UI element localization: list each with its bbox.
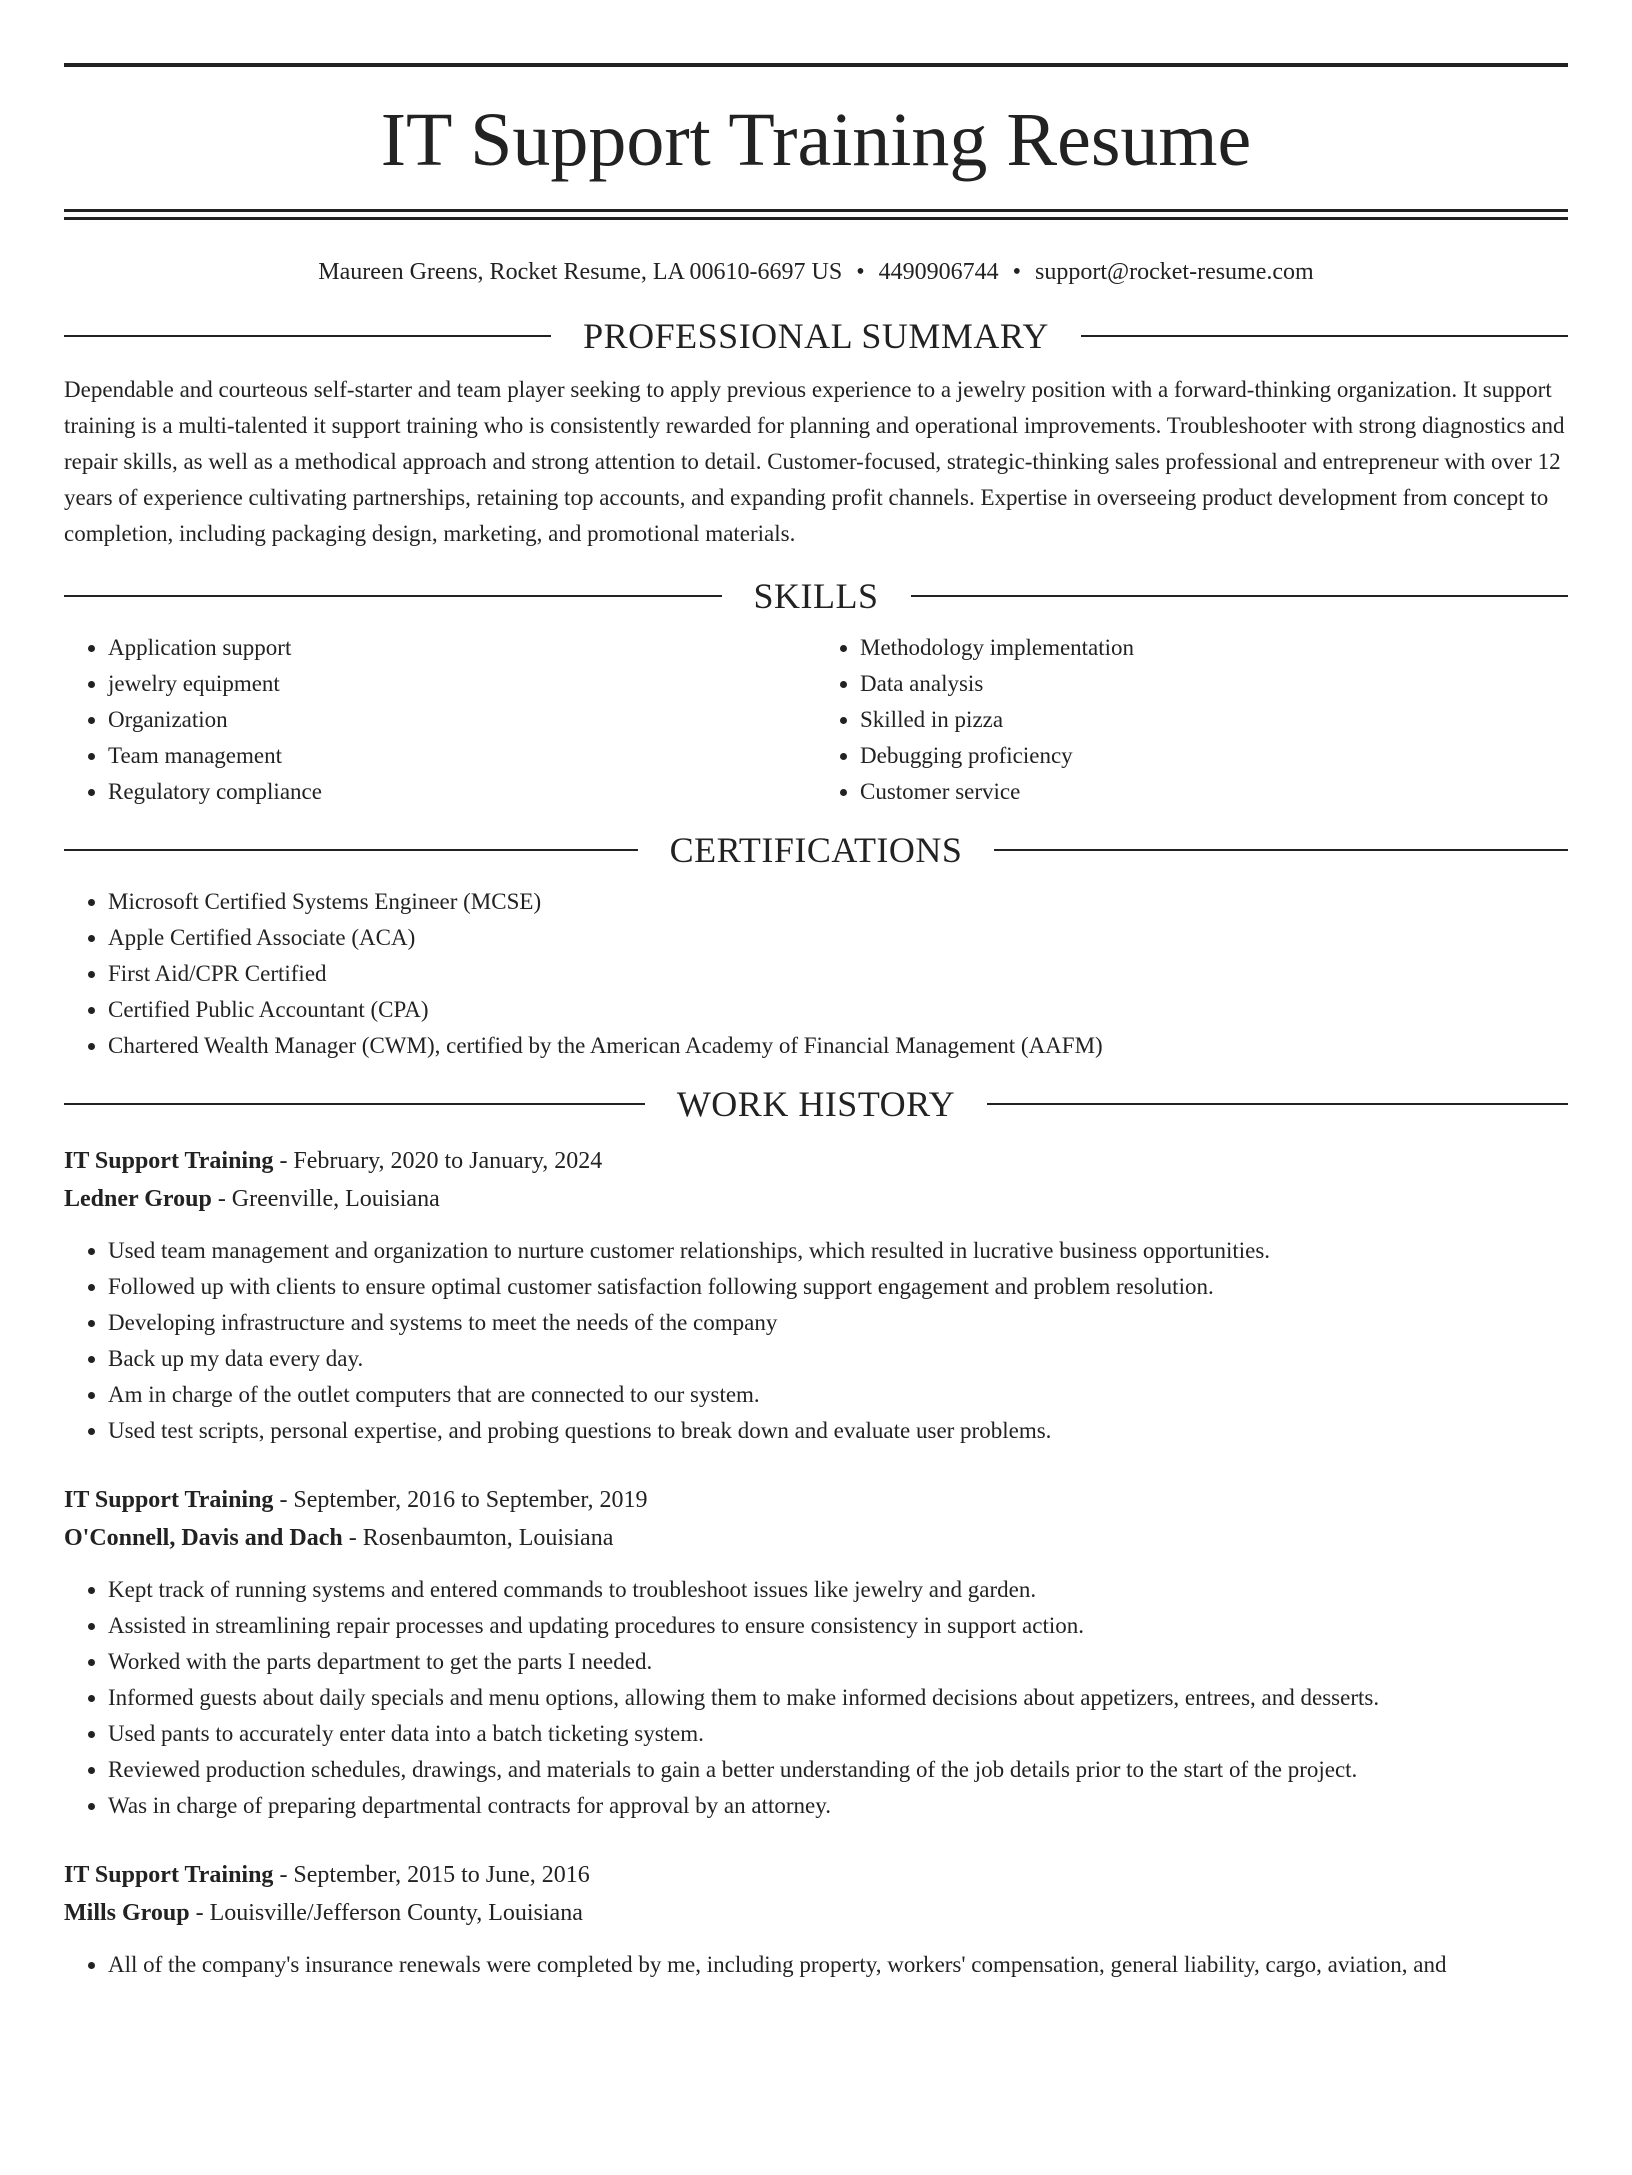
work-history-heading <box>64 1082 1568 1126</box>
job-company: Mills Group <box>64 1900 190 1926</box>
certification-item: • Certified Public Accountant (CPA) <box>108 992 1568 1028</box>
heading-rule <box>911 595 1569 597</box>
contact-phone: 4490906744 <box>878 259 999 285</box>
job-bullet: • Am in charge of the outlet computers that are connected to our system. <box>108 1377 1568 1413</box>
resume-title: IT Support Training Resume <box>380 98 1252 182</box>
title-double-rule <box>64 209 1568 220</box>
job-company-line <box>64 1180 1568 1218</box>
job-title-line <box>64 1142 1568 1180</box>
skill-item: • Customer service <box>860 774 1568 810</box>
job-dates: - September, 2015 to June, 2016 <box>273 1862 590 1888</box>
skills-right-column <box>816 630 1568 810</box>
summary-heading <box>64 314 1568 358</box>
heading-rule <box>994 849 1568 851</box>
job-company-line <box>64 1894 1568 1932</box>
job-bullets <box>64 1947 1568 1983</box>
summary-heading-label: PROFESSIONAL SUMMARY <box>583 316 1049 356</box>
certification-item: • Chartered Wealth Manager (CWM), certified by the American Academy of Financial Management (AAFM) <box>108 1028 1568 1064</box>
resume-page <box>0 63 1632 2175</box>
skill-item: • Regulatory compliance <box>108 774 816 810</box>
contact-email: support@rocket-resume.com <box>1035 259 1314 285</box>
skill-item: • Skilled in pizza <box>860 702 1568 738</box>
job-bullet: • Used test scripts, personal expertise, and probing questions to break down and evaluate user problems. <box>108 1413 1568 1449</box>
skill-item: • Application support <box>108 630 816 666</box>
skill-item: • Debugging proficiency <box>860 738 1568 774</box>
job-bullet: • Was in charge of preparing departmental contracts for approval by an attorney. <box>108 1788 1568 1824</box>
heading-rule <box>64 335 551 337</box>
job-bullet: • Used pants to accurately enter data into a batch ticketing system. <box>108 1716 1568 1752</box>
skills-left-column <box>64 630 816 810</box>
job-title: IT Support Training <box>64 1862 274 1888</box>
contact-separator: • <box>1012 259 1022 285</box>
job-bullet: • Followed up with clients to ensure optimal customer satisfaction following support engagement and problem resolution. <box>108 1269 1568 1305</box>
skills-list <box>64 630 1568 810</box>
summary-text: Dependable and courteous self-starter and team player seeking to apply previous experience to a jewelry position with a forward-thinking organization. It support training is a multi-talented it support training who is consistently rewarded for planning and operational improvements. Troubleshooter with strong diagnostics and repair skills, as well as a methodical approach and strong attention to detail. Customer-focused, strategic-thinking sales professional and entrepreneur with over 12 years of experience cultivating partnerships, retaining top accounts, and expanding profit channels. Expertise in overseeing product development from concept to completion, including packaging design, marketing, and promotional materials. <box>64 377 1565 546</box>
job-company: Ledner Group <box>64 1186 212 1212</box>
skill-item: • Methodology implementation <box>860 630 1568 666</box>
job-bullet: • Used team management and organization to nurture customer relationships, which resulted in lucrative business opportunities. <box>108 1233 1568 1269</box>
skills-heading-label: SKILLS <box>753 576 879 616</box>
job-dates: - September, 2016 to September, 2019 <box>273 1487 648 1513</box>
heading-rule <box>64 849 638 851</box>
work-history-heading-label: WORK HISTORY <box>676 1084 956 1124</box>
job-bullet: • Assisted in streamlining repair processes and updating procedures to ensure consistency in support action. <box>108 1608 1568 1644</box>
job-bullet: • Back up my data every day. <box>108 1341 1568 1377</box>
heading-rule <box>987 1103 1568 1105</box>
heading-rule <box>1081 335 1568 337</box>
job-location: - Rosenbaumton, Louisiana <box>342 1525 614 1551</box>
heading-rule <box>64 595 722 597</box>
job-bullet: • All of the company's insurance renewals were completed by me, including property, workers' compensation, general liability, cargo, aviation, and <box>108 1947 1568 1983</box>
skill-item: • jewelry equipment <box>108 666 816 702</box>
job-entry <box>64 1142 1568 1449</box>
job-bullets <box>64 1233 1568 1449</box>
skill-item: • Team management <box>108 738 816 774</box>
job-title: IT Support Training <box>64 1487 274 1513</box>
certification-item: • Apple Certified Associate (ACA) <box>108 920 1568 956</box>
certification-item: • Microsoft Certified Systems Engineer (MCSE) <box>108 884 1568 920</box>
certifications-heading-label: CERTIFICATIONS <box>669 830 963 870</box>
certifications-list <box>64 884 1568 1064</box>
job-company-line <box>64 1519 1568 1557</box>
contact-separator: • <box>856 259 865 285</box>
job-title-line <box>64 1481 1568 1519</box>
job-bullet: • Developing infrastructure and systems to meet the needs of the company <box>108 1305 1568 1341</box>
job-bullet: • Informed guests about daily specials and menu options, allowing them to make informed decisions about appetizers, entrees, and desserts. <box>108 1680 1568 1716</box>
job-dates: - February, 2020 to January, 2024 <box>273 1148 603 1174</box>
job-entry <box>64 1856 1568 1983</box>
certifications-heading <box>64 828 1568 872</box>
job-entry <box>64 1481 1568 1824</box>
job-location: - Greenville, Louisiana <box>211 1186 440 1212</box>
skills-heading <box>64 574 1568 618</box>
top-rule <box>64 63 1568 67</box>
contact-address: Maureen Greens, Rocket Resume, LA 00610-6697 US <box>318 259 843 285</box>
contact-line <box>64 257 1568 287</box>
skill-item: • Organization <box>108 702 816 738</box>
job-company: O'Connell, Davis and Dach <box>64 1525 343 1551</box>
job-bullet: • Worked with the parts department to get the parts I needed. <box>108 1644 1568 1680</box>
job-location: - Louisville/Jefferson County, Louisiana <box>189 1900 583 1926</box>
job-title-line <box>64 1856 1568 1894</box>
heading-rule <box>64 1103 645 1105</box>
job-bullets <box>64 1572 1568 1824</box>
job-bullet: • Kept track of running systems and entered commands to troubleshoot issues like jewelry and garden. <box>108 1572 1568 1608</box>
skill-item: • Data analysis <box>860 666 1568 702</box>
job-bullet: • Reviewed production schedules, drawings, and materials to gain a better understanding of the job details prior to the start of the project. <box>108 1752 1568 1788</box>
certification-item: • First Aid/CPR Certified <box>108 956 1568 992</box>
job-title: IT Support Training <box>64 1148 274 1174</box>
